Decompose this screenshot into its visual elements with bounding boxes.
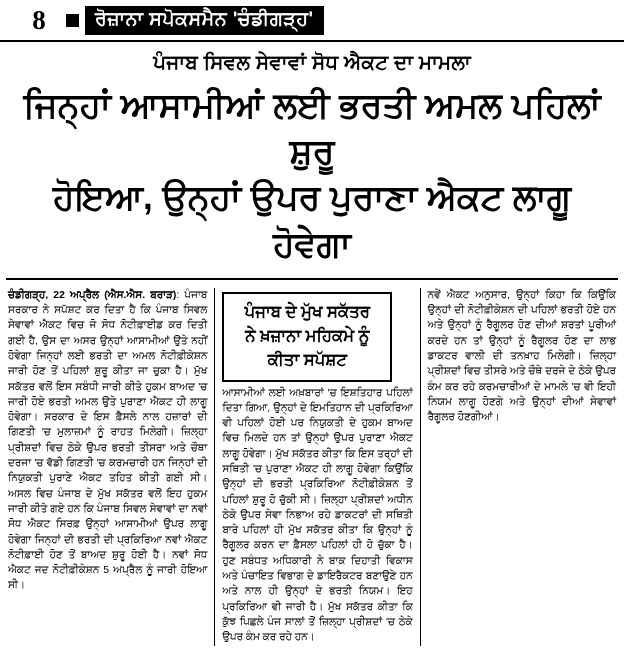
page-number-box bbox=[22, 5, 56, 35]
headline-divider bbox=[6, 278, 618, 280]
article-kicker: ਪੰਜਾਬ ਸਿਵਲ ਸੇਵਾਵਾਂ ਸੋਧ ਐਕਟ ਦਾ ਮਾਮਲਾ bbox=[153, 52, 471, 74]
pull-quote-line-1: ਪੰਜਾਬ ਦੇ ਮੁੱਖ ਸਕੱਤਰ bbox=[244, 302, 371, 321]
paper-name: ਰੋਜ਼ਾਨਾ ਸਪੋਕਸਮੈਨ 'ਚੰਡੀਗੜ੍ਹ' bbox=[85, 6, 324, 35]
column-1-paragraph bbox=[8, 288, 207, 594]
column-3-text: ਨਵੇਂ ਐਕਟ ਅਨੁਸਾਰ, ਉਨ੍ਹਾਂ ਕਿਹਾ ਕਿ ਕਿਉਂਕਿ ਉਨ੍ਹਾਂ ਦੀ ਨੋਟੀਫ਼ੀਕੇਸ਼ਨ ਦੀ ਪਹਿਲਾਂ ਭਰਤੀ ਹੋਏ ਹਨ ਅਤੇ ਉਨ੍ਹਾਂ ਨੂੰ ਰੈਗੂਲਰ ਹੋਣ ਦੀਆਂ ਸ਼ਰਤਾਂ ਪੂਰੀਆਂ ਕਰਦੇ ਹਨ ਤਾਂ ਉਨ੍ਹਾਂ ਨੂੰ ਰੈਗੂਲਰ ਹੋਣ ਦਾ ਲਾਭ ਡਾਕਟਰ ਵਾਲੀ ਦੀ ਤਨਖ਼ਾਹ ਮਿਲੇਗੀ। ਜ਼ਿਲ੍ਹਾ ਪ੍ਰੀਸ਼ਦਾਂ ਵਿਚ ਤੀਸਰੇ ਅਤੇ ਚੌਥੇ ਦਰਜੇ ਦੇ ਠੇਕੇ ਉਪਰ ਕੰਮ ਕਰ ਰਹੇ ਕਰਮਚਾਰੀਆਂ ਦੇ ਮਾਮਲੇ 'ਚ ਵੀ ਇਹੀ ਨਿਯਮ ਲਾਗੂ ਹੋਣਗੇ ਅਤੇ ਉਨ੍ਹਾਂ ਦੀਆਂ ਸੇਵਾਵਾਂ ਰੈਗੂਲਰ ਹੋਣਗੀਆਂ। bbox=[427, 289, 616, 424]
pull-quote bbox=[222, 292, 392, 382]
article-body bbox=[0, 288, 624, 652]
article-headline bbox=[0, 81, 624, 276]
dateline: ਚੰਡੀਗੜ੍ਹ, 22 ਅਪ੍ਰੈਲ (ਐਸ.ਐਸ. ਬਰਾੜ) bbox=[8, 289, 177, 301]
pull-quote-line-3: ਕੀਤਾ ਸਪੱਸ਼ਟ bbox=[267, 350, 347, 369]
article-column-1 bbox=[8, 288, 214, 646]
column-1-text: : ਪੰਜਾਬ ਸਰਕਾਰ ਨੇ ਸਪੱਸ਼ਟ ਕਰ ਦਿਤਾ ਹੈ ਕਿ ਪੰਜਾਬ ਸਿਵਲ ਸੇਵਾਵਾਂ ਐਕਟ ਵਿਚ ਜੋ ਸੋਧ ਨੋਟੀਫ਼ਾਈਡ ਕਰ ਦਿਤੀ ਗਈ ਹੈ, ਉਸ ਦਾ ਅਸਰ ਉਨ੍ਹਾਂ ਆਸਾਮੀਆਂ ਉਤੇ ਨਹੀਂ ਹੋਵੇਗਾ ਜਿਨ੍ਹਾਂ ਲਈ ਭਰਤੀ ਦਾ ਅਮਲ ਨੋਟੀਫ਼ੀਕੇਸ਼ਨ ਜਾਰੀ ਹੋਣ ਤੋਂ ਪਹਿਲਾਂ ਸ਼ੁਰੂ ਕੀਤਾ ਜਾ ਚੁਕਾ ਹੈ। ਮੁੱਖ ਸਕੱਤਰ ਵਲੋਂ ਇਸ ਸਬੰਧੀ ਜਾਰੀ ਕੀਤੇ ਹੁਕਮ ਬਾਅਦ 'ਚ ਜਾਰੀ ਹੋਏ ਭਰਤੀ ਅਮਲ ਉਤੇ ਪੁਰਾਣਾ ਐਕਟ ਹੀ ਲਾਗੂ ਹੋਵੇਗਾ। ਸਰਕਾਰ ਦੇ ਇਸ ਫ਼ੈਸਲੇ ਨਾਲ ਹਜ਼ਾਰਾਂ ਦੀ ਗਿਣਤੀ 'ਚ ਮੁਲਾਜ਼ਮਾਂ ਨੂੰ ਰਾਹਤ ਮਿਲੇਗੀ। ਜ਼ਿਲ੍ਹਾ ਪ੍ਰੀਸ਼ਦਾਂ ਵਿਚ ਠੇਕੇ ਉਪਰ ਭਰਤੀ ਤੀਸਰਾ ਅਤੇ ਚੌਥਾ ਦਰਜਾ 'ਚ ਵੱਡੀ ਗਿਣਤੀ 'ਚ ਕਰਮਚਾਰੀ ਹਨ ਜਿਨ੍ਹਾਂ ਦੀ ਨਿਯੁਕਤੀ ਪੁਰਾਣੇ ਐਕਟ ਤਹਿਤ ਕੀਤੀ ਗਈ ਸੀ। ਅਸਲ ਵਿਚ ਪੰਜਾਬ ਦੇ ਮੁੱਖ ਸਕੱਤਰ ਵਲੋਂ ਇਹ ਹੁਕਮ ਜਾਰੀ ਕੀਤੇ ਗਏ ਹਨ ਕਿ ਪੰਜਾਬ ਸਿਵਲ ਸੇਵਾਵਾਂ ਦਾ ਨਵਾਂ ਸੋਧ ਐਕਟ ਸਿਰਫ਼ ਉਨ੍ਹਾਂ ਆਸਾਮੀਆਂ ਉਪਰ ਲਾਗੂ ਹੋਵੇਗਾ ਜਿਨ੍ਹਾਂ ਦੀ ਭਰਤੀ ਦੀ ਪ੍ਰਕਿਰਿਆ ਨਵਾਂ ਐਕਟ ਨੋਟੀਫ਼ਾਈ ਹੋਣ ਤੋਂ ਬਾਅਦ ਸ਼ੁਰੂ ਹੋਈ ਹੈ। ਨਵਾਂ ਸੋਧ ਐਕਟ ਜਦ ਨੋਟੀਫ਼ੀਕੇਸ਼ਨ 5 ਅਪ੍ਰੈਲ ਨੂੰ ਜਾਰੀ ਹੋਇਆ ਸੀ। bbox=[8, 289, 208, 592]
headline-line-1: ਜਿਨ੍ਹਾਂ ਆਸਾਮੀਆਂ ਲਈ ਭਰਤੀ ਅਮਲ ਪਹਿਲਾਂ ਸ਼ੁਰੂ bbox=[23, 86, 601, 172]
page-number: 8 bbox=[32, 4, 46, 35]
column-2-text: ਆਸਾਮੀਆਂ ਲਈ ਅਖ਼ਬਾਰਾਂ 'ਚ ਇਸ਼ਤਿਹਾਰ ਪਹਿਲਾਂ ਦਿਤਾ ਗਿਆ, ਉਨ੍ਹਾਂ ਦੇ ਇਮਤਿਹਾਨ ਦੀ ਪ੍ਰਕਿਰਿਆ ਵੀ ਪਹਿਲਾਂ ਹੋਈ ਪਰ ਨਿਯੁਕਤੀ ਦੇ ਹੁਕਮ ਬਾਅਦ ਵਿਚ ਮਿਲਦੇ ਹਨ ਤਾਂ ਉਨ੍ਹਾਂ ਉਪਰ ਪੁਰਾਣਾ ਐਕਟ ਲਾਗੂ ਹੋਵੇਗਾ। ਮੁੱਖ ਸਕੱਤਰ ਕੀਤਾ ਕਿ ਇਸ ਤਰ੍ਹਾਂ ਦੀ ਸਥਿਤੀ 'ਚ ਪੁਰਾਣਾ ਐਕਟ ਹੀ ਲਾਗੂ ਹੋਵੇਗਾ ਕਿਉਂਕਿ ਉਨ੍ਹਾਂ ਦੀ ਭਰਤੀ ਪ੍ਰਕਿਰਿਆ ਨੋਟੀਫ਼ੀਕੇਸ਼ਨ ਤੋਂ ਪਹਿਲਾਂ ਸ਼ੁਰੂ ਹੋ ਚੁੱਕੀ ਸੀ। ਜ਼ਿਲ੍ਹਾ ਪ੍ਰੀਸ਼ਦਾਂ ਅਧੀਨ ਠੇਕੇ ਉਪਰ ਸੇਵਾ ਨਿਭਾਅ ਰਹੇ ਡਾਕਟਰਾਂ ਦੀ ਸਥਿਤੀ ਬਾਰੇ ਪਹਿਲਾਂ ਹੀ ਮੁੱਖ ਸਕੱਤਰ ਕੀਤਾ ਕਿ ਉਨ੍ਹਾਂ ਨੂੰ ਰੈਗੂਲਰ ਕਰਨ ਦਾ ਫ਼ੈਸਲਾ ਪਹਿਲਾਂ ਹੀ ਹੋ ਚੁੱਕਾ ਹੈ। ਹੁਣ ਸਬੰਧਤ ਅਧਿਕਾਰੀ ਨੇ ਬਾਕ ਦਿਹਾਤੀ ਵਿਕਾਸ ਅਤੇ ਪੰਚਾਇਤ ਵਿਭਾਗ ਦੇ ਡਾਇਰੈਕਟਰ ਬਣਾਉਣੇ ਹਨ ਅਤੇ ਨਾਲ ਹੀ ਉਨ੍ਹਾਂ ਦੇ ਭਰਤੀ ਨਿਯਮ। ਇਹ ਪ੍ਰਕਿਰਿਆ ਵੀ ਜਾਰੀ ਹੈ। ਮੁੱਖ ਸਕੱਤਰ ਕੀਤਾ ਕਿ ਕੁੱਝ ਪਿਛਲੇ ਪੰਜ ਸਾਲਾਂ ਤੋਂ ਜ਼ਿਲ੍ਹਾ ਪ੍ਰੀਸ਼ਦਾਂ 'ਚ ਠੇਕੇ ਉਪਰ ਕੰਮ ਕਰ ਰਹੇ ਹਨ। bbox=[222, 387, 413, 644]
masthead bbox=[0, 0, 624, 42]
headline-line-2: ਹੋਇਆ, ਉਨ੍ਹਾਂ ਉਪਰ ਪੁਰਾਣਾ ਐਕਟ ਲਾਗੂ ਹੋਵੇਗਾ bbox=[53, 178, 571, 264]
article-column-3 bbox=[421, 288, 616, 646]
article-column-2 bbox=[214, 288, 420, 646]
pull-quote-line-2: ਨੇ ਖ਼ਜ਼ਾਨਾ ਮਹਿਕਮੇ ਨੂੰ bbox=[245, 326, 370, 345]
square-bullet-icon bbox=[66, 14, 79, 27]
